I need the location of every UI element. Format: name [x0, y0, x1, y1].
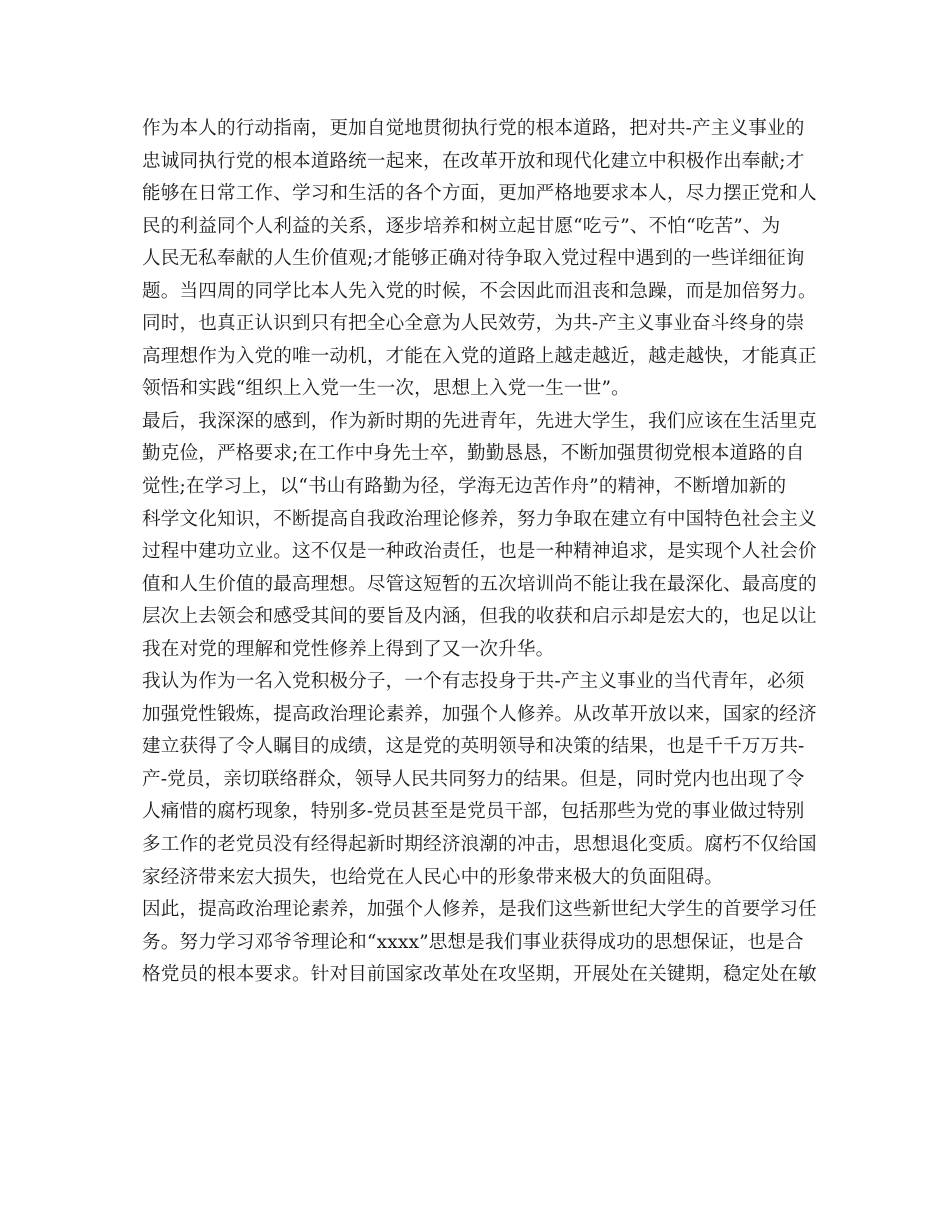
text-line: 领悟和实践“组织上入党一生一次，思想上入党一生一世”。 [142, 378, 630, 400]
text-line: 科学文化知识，不断提高自我政治理论修养，努力争取在建立有中国特色社会主义 [142, 508, 817, 530]
text-line: 层次上去领会和感受其间的要旨及内涵，但我的收获和启示却是宏大的，也足以让 [142, 606, 817, 628]
text-line: 民的利益同个人利益的关系，逐步培养和树立起甘愿“吃亏”、不怕“吃苦”、为 [142, 215, 781, 237]
text-line: 因此，提高政治理论素养，加强个人修养，是我们这些新世纪大学生的首要学习任 [142, 899, 817, 921]
text-line: 务。努力学习邓爷爷理论和“xxxx”思想是我们事业获得成功的思想保证，也是合 [142, 931, 804, 953]
text-line: 加强党性锻炼，提高政治理论素养，加强个人修养。从改革开放以来，国家的经济 [142, 703, 817, 725]
text-line: 同时，也真正认识到只有把全心全意为人民效劳，为共-产主义事业奋斗终身的崇 [142, 313, 805, 335]
text-line: 勤克俭，严格要求;在工作中身先士卒，勤勤恳恳，不断加强贯彻党根本道路的自 [142, 443, 805, 465]
text-line: 最后，我深深的感到，作为新时期的先进青年，先进大学生，我们应该在生活里克 [142, 410, 817, 432]
document-body [142, 113, 822, 992]
text-line: 作为本人的行动指南，更加自觉地贯彻执行党的根本道路，把对共-产主义事业的 [142, 118, 805, 139]
text-line: 高理想作为入党的唯一动机，才能在入党的道路上越走越近，越走越快，才能真正 [142, 345, 817, 367]
text-line: 多工作的老党员没有经得起新时期经济浪潮的冲击，思想退化变质。腐朽不仅给国 [142, 834, 817, 856]
text-line: 产-党员，亲切联络群众，领导人民共同努力的结果。但是，同时党内也出现了令 [142, 768, 805, 790]
text-line: 题。当四周的同学比本人先入党的时候，不会因此而沮丧和急躁，而是加倍努力。 [142, 280, 817, 302]
text-line: 建立获得了令人瞩目的成绩，这是党的英明领导和决策的结果，也是千千万万共- [142, 736, 805, 758]
text-line: 家经济带来宏大损失，也给党在人民心中的形象带来极大的负面阻碍。 [142, 866, 724, 888]
text-line: 人民无私奉献的人生价值观;才能够正确对待争取入党过程中遇到的一些详细征询 [142, 248, 805, 270]
text-line: 觉性;在学习上，以“书山有路勤为径，学海无边苦作舟”的精神，不断增加新的 [142, 476, 787, 498]
text-line: 过程中建功立业。这不仅是一种政治责任，也是一种精神追求，是实现个人社会价 [142, 541, 817, 563]
text-line: 人痛惜的腐朽现象，特别多-党员甚至是党员干部，包括那些为党的事业做过特别 [142, 801, 805, 823]
text-line: 值和人生价值的最高理想。尽管这短暂的五次培训尚不能让我在最深化、最高度的 [142, 573, 817, 595]
text-line: 忠诚同执行党的根本道路统一起来，在改革开放和现代化建立中积极作出奉献;才 [142, 150, 805, 172]
text-line: 我在对党的理解和党性修养上得到了又一次升华。 [142, 638, 555, 660]
text-line: 能够在日常工作、学习和生活的各个方面，更加严格地要求本人，尽力摆正党和人 [142, 183, 817, 205]
text-line: 我认为作为一名入党积极分子，一个有志投身于共-产主义事业的当代青年，必须 [142, 671, 805, 693]
text-line: 格党员的根本要求。针对目前国家改革处在攻坚期，开展处在关键期，稳定处在敏 [142, 964, 817, 986]
